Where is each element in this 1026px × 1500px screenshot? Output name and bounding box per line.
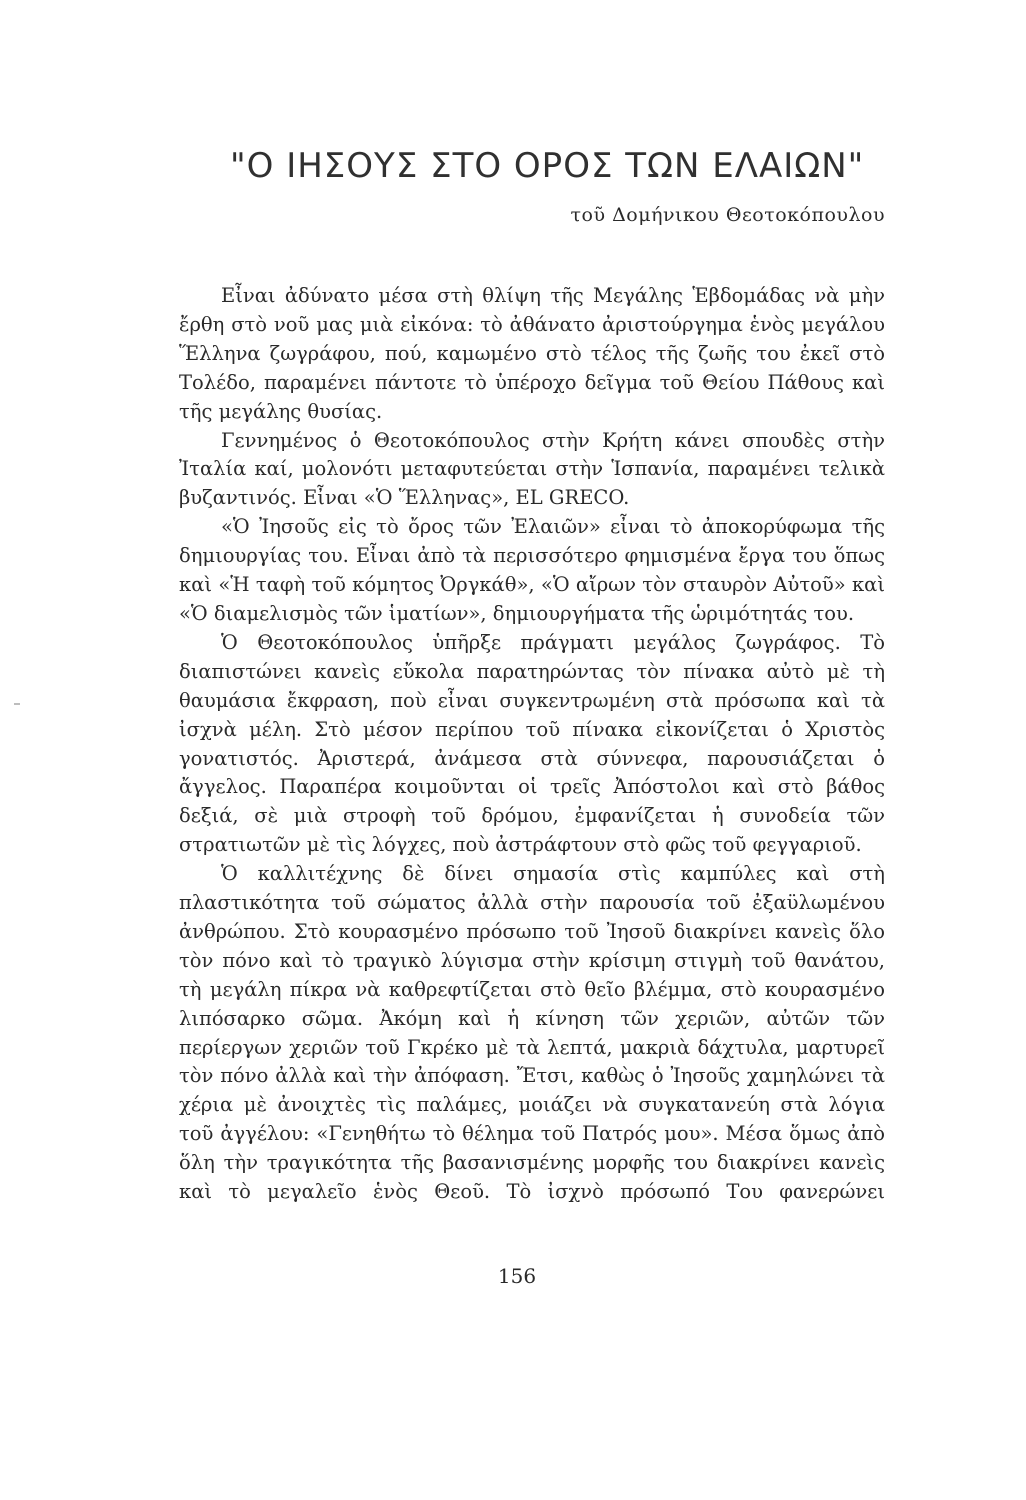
page-number: 156 [497,1264,537,1288]
article-body [179,282,885,1207]
paragraph: Γεννημένος ὁ Θεοτοκόπουλος στὴν Κρήτη κάνει σπουδὲς στὴν Ἰταλία καί, μολονότι μεταφυτεύεται στὴν Ἱσπανία, παραμένει τελικὰ βυζαντινός. Εἶναι «Ὁ Ἕλληνας», EL GRECO. [179,428,885,510]
scan-edge-mark [14,703,20,705]
article-author: τοῦ Δομήνικου Θεοτοκόπουλου [570,204,885,226]
paragraph: Ὁ Θεοτοκόπουλος ὑπῆρξε πράγματι μεγάλος ζωγράφος. Τὸ διαπιστώνει κανεὶς εὔκολα παρατηρώντας τὸν πίνακα αὐτὸ μὲ τὴ θαυμάσια ἔκφραση, ποὺ εἶναι συγκεντρωμένη στὰ πρόσωπα καὶ τὰ ἰσχνὰ μέλη. Στὸ μέσον περίπου τοῦ πίνακα εἰκονίζεται ὁ Χριστὸς γονατιστός. Ἀριστερά, ἀνάμεσα στὰ σύννεφα, παρουσιάζεται ὁ ἄγγελος. Παραπέρα κοιμοῦνται οἱ τρεῖς Ἀπόστολοι καὶ στὸ βάθος δεξιά, σὲ μιὰ στροφὴ τοῦ δρόμου, ἐμφανίζεται ἡ συνοδεία τῶν στρατιωτῶν μὲ τὶς λόγχες, ποὺ ἀστράφτουν στὸ φῶς τοῦ φεγγαριοῦ. [179,630,885,857]
paragraph: «Ὁ Ἰησοῦς εἰς τὸ ὄρος τῶν Ἐλαιῶν» εἶναι τὸ ἀποκορύφωμα τῆς δημιουργίας του. Εἶναι ἀπὸ τὰ περισσότερο φημισμένα ἔργα του ὅπως καὶ «Ἡ ταφὴ τοῦ κόμητος Ὀργκάθ», «Ὁ αἴρων τὸν σταυρὸν Αὐτοῦ» καὶ «Ὁ διαμελισμὸς τῶν ἱματίων», δημιουργήματα τῆς ὡριμότητάς του. [179,515,885,625]
paragraph: Εἶναι ἀδύνατο μέσα στὴ θλίψη τῆς Μεγάλης Ἑβδομάδας νὰ μὴν ἔρθη στὸ νοῦ μας μιὰ εἰκόνα: τὸ ἀθάνατο ἀριστούργημα ἑνὸς μεγάλου Ἕλληνα ζωγράφου, πού, καμωμένο στὸ τέλος τῆς ζωῆς του ἐκεῖ στὸ Τολέδο, παραμένει πάντοτε τὸ ὑπέροχο δεῖγμα τοῦ Θείου Πάθους καὶ τῆς μεγάλης θυσίας. [179,284,885,423]
article-title: "Ο ΙΗΣΟΥΣ ΣΤΟ ΟΡΟΣ ΤΩΝ ΕΛΑΙΩΝ" [230,146,865,186]
paragraph: Ὁ καλλιτέχνης δὲ δίνει σημασία στὶς καμπύλες καὶ στὴ πλαστικότητα τοῦ σώματος ἀλλὰ στὴν παρουσία τοῦ ἐξαϋλωμένου ἀνθρώπου. Στὸ κουρασμένο πρόσωπο τοῦ Ἰησοῦ διακρίνει κανεὶς ὅλο τὸν πόνο καὶ τὸ τραγικὸ λύγισμα στὴν κρίσιμη στιγμὴ τοῦ θανάτου, τὴ μεγάλη πίκρα νὰ καθρεφτίζεται στὸ θεῖο βλέμμα, στὸ κουρασμένο λιπόσαρκο σῶμα. Ἀκόμη καὶ ἡ κίνηση τῶν χεριῶν, αὐτῶν τῶν περίεργων χεριῶν τοῦ Γκρέκο μὲ τὰ λεπτά, μακριὰ δάχτυλα, μαρτυρεῖ τὸν πόνο ἀλλὰ καὶ τὴν ἀπόφαση. Ἔτσι, καθὼς ὁ Ἰησοῦς χαμηλώνει τὰ χέρια μὲ ἀνοιχτὲς τὶς παλάμες, μοιάζει νὰ συγκατανεύη στὰ λόγια τοῦ ἀγγέλου: «Γενηθήτω τὸ θέλημα τοῦ Πατρός μου». Μέσα ὅμως ἀπὸ ὅλη τὴν τραγικότητα τῆς βασανισμένης μορφῆς του διακρίνει κανεὶς καὶ τὸ μεγαλεῖο ἑνὸς Θεοῦ. Τὸ ἰσχνὸ πρόσωπό Του φανερώνει [179,862,885,1204]
